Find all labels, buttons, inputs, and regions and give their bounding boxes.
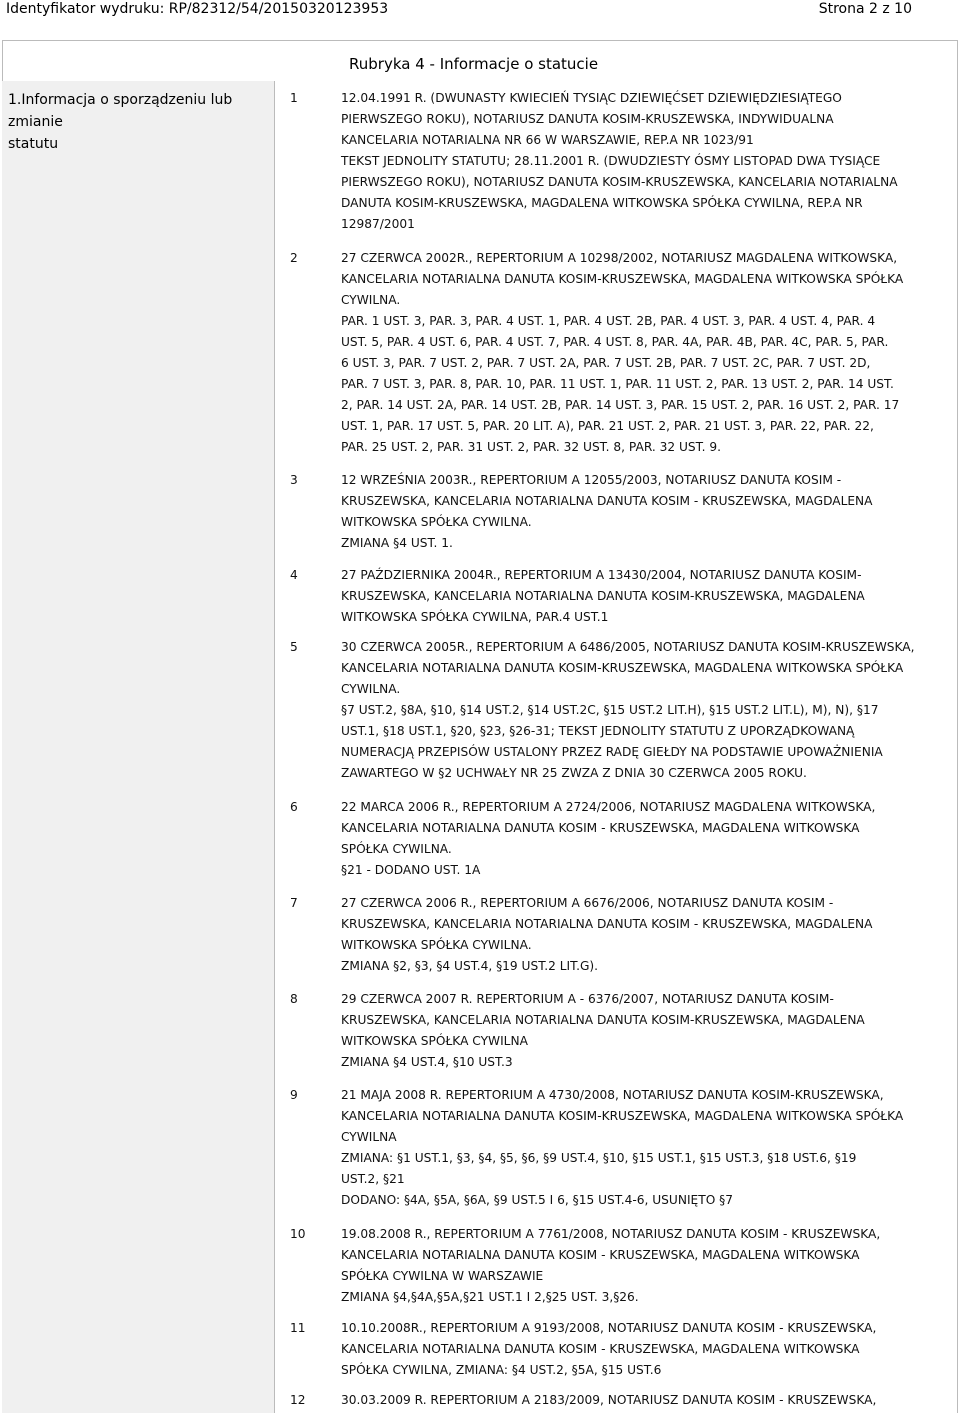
entry-number: 11 — [290, 1321, 306, 1335]
entry-number: 5 — [290, 640, 298, 654]
entry-text-line: 30.03.2009 R. REPERTORIUM A 2183/2009, NOTARIUSZ DANUTA KOSIM - KRUSZEWSKA, — [341, 1393, 877, 1407]
entry-text — [341, 1318, 951, 1381]
sidebar-label — [8, 89, 268, 155]
entry-text-line: 10.10.2008R., REPERTORIUM A 9193/2008, NOTARIUSZ DANUTA KOSIM - KRUSZEWSKA, — [341, 1321, 877, 1335]
entry-text — [341, 88, 951, 235]
entry-text-line: WITKOWSKA SPÓŁKA CYWILNA. — [341, 938, 532, 952]
entry-text-line: KANCELARIA NOTARIALNA NR 66 W WARSZAWIE, REP.A NR 1023/91 — [341, 133, 754, 147]
entry-text — [341, 989, 951, 1073]
print-identifier: Identyfikator wydruku: RP/82312/54/20150320123953 — [6, 1, 389, 17]
entry-number: 12 — [290, 1393, 306, 1407]
entry-text-line: WITKOWSKA SPÓŁKA CYWILNA — [341, 1034, 528, 1048]
sidebar-label-line: statutu — [8, 136, 59, 152]
entry-text-line: KRUSZEWSKA, KANCELARIA NOTARIALNA DANUTA KOSIM - KRUSZEWSKA, MAGDALENA — [341, 494, 873, 508]
entry-text-line: DODANO: §4A, §5A, §6A, §9 UST.5 I 6, §15 UST.4-6, USUNIĘTO §7 — [341, 1193, 734, 1207]
entry-text-line: PAR. 1 UST. 3, PAR. 3, PAR. 4 UST. 1, PAR. 4 UST. 2B, PAR. 4 UST. 3, PAR. 4 UST. 4, PAR. 4 — [341, 314, 876, 328]
entry-text-line: 29 CZERWCA 2007 R. REPERTORIUM A - 6376/2007, NOTARIUSZ DANUTA KOSIM- — [341, 992, 834, 1006]
entry-number: 8 — [290, 992, 298, 1006]
entry-text-line: PIERWSZEGO ROKU), NOTARIUSZ DANUTA KOSIM-KRUSZEWSKA, INDYWIDUALNA — [341, 112, 834, 126]
entry-text-line: §7 UST.2, §8A, §10, §14 UST.2, §14 UST.2C, §15 UST.2 LIT.H), §15 UST.2 LIT.L), M), N), §17 — [341, 703, 879, 717]
entry-number: 7 — [290, 896, 298, 910]
entry-text-line: §21 - DODANO UST. 1A — [341, 863, 481, 877]
entry-text-line: WITKOWSKA SPÓŁKA CYWILNA. — [341, 515, 532, 529]
entry-text — [341, 637, 951, 784]
entry-text-line: CYWILNA. — [341, 682, 401, 696]
entry-text — [341, 565, 951, 628]
entry-text-line: ZMIANA: §1 UST.1, §3, §4, §5, §6, §9 UST.4, §10, §15 UST.1, §15 UST.3, §18 UST.6, §19 — [341, 1151, 857, 1165]
entry-text-line: UST.2, §21 — [341, 1172, 405, 1186]
entry-text-line: UST.1, §18 UST.1, §20, §23, §26-31; TEKST JEDNOLITY STATUTU Z UPORZĄDKOWANĄ — [341, 724, 855, 738]
entry-text-line: NUMERACJĄ PRZEPISÓW USTALONY PRZEZ RADĘ GIEŁDY NA PODSTAWIE UPOWAŻNIENIA — [341, 745, 883, 759]
entry-text-line: KANCELARIA NOTARIALNA DANUTA KOSIM - KRUSZEWSKA, MAGDALENA WITKOWSKA — [341, 1248, 860, 1262]
entry-text-line: ZMIANA §4 UST.4, §10 UST.3 — [341, 1055, 513, 1069]
entry-text-line: PIERWSZEGO ROKU), NOTARIUSZ DANUTA KOSIM-KRUSZEWSKA, KANCELARIA NOTARIALNA — [341, 175, 898, 189]
entry-number: 1 — [290, 91, 298, 105]
entry-text-line: ZMIANA §2, §3, §4 UST.4, §19 UST.2 LIT.G). — [341, 959, 599, 973]
sidebar-label-cell — [2, 81, 275, 1413]
entry-text-line: SPÓŁKA CYWILNA, ZMIANA: §4 UST.2, §5A, §15 UST.6 — [341, 1363, 662, 1377]
entry-text-line: 27 CZERWCA 2002R., REPERTORIUM A 10298/2002, NOTARIUSZ MAGDALENA WITKOWSKA, — [341, 251, 898, 265]
entry-text-line: 22 MARCA 2006 R., REPERTORIUM A 2724/2006, NOTARIUSZ MAGDALENA WITKOWSKA, — [341, 800, 876, 814]
entry-text-line: 19.08.2008 R., REPERTORIUM A 7761/2008, NOTARIUSZ DANUTA KOSIM - KRUSZEWSKA, — [341, 1227, 881, 1241]
entry-text-line: KANCELARIA NOTARIALNA DANUTA KOSIM-KRUSZEWSKA, MAGDALENA WITKOWSKA SPÓŁKA — [341, 272, 904, 286]
entry-text-line: 30 CZERWCA 2005R., REPERTORIUM A 6486/2005, NOTARIUSZ DANUTA KOSIM-KRUSZEWSKA, — [341, 640, 915, 654]
entry-text — [341, 248, 951, 458]
entry-text-line: UST. 1, PAR. 17 UST. 5, PAR. 20 LIT. A), PAR. 21 UST. 2, PAR. 21 UST. 3, PAR. 22, PAR. 22, — [341, 419, 874, 433]
entry-text-line: 12.04.1991 R. (DWUNASTY KWIECIEŃ TYSIĄC DZIEWIĘĆSET DZIEWIĘDZIESIĄTEGO — [341, 91, 842, 105]
entry-number: 4 — [290, 568, 298, 582]
entry-text-line: 6 UST. 3, PAR. 7 UST. 2, PAR. 7 UST. 2A, PAR. 7 UST. 2B, PAR. 7 UST. 2C, PAR. 7 UST. 2D, — [341, 356, 871, 370]
entry-number: 6 — [290, 800, 298, 814]
entry-text — [341, 893, 951, 977]
entry-text-line: PAR. 25 UST. 2, PAR. 31 UST. 2, PAR. 32 UST. 8, PAR. 32 UST. 9. — [341, 440, 722, 454]
sidebar-label-line: 1.Informacja o sporządzeniu lub zmianie — [8, 92, 233, 130]
entry-text-line: KANCELARIA NOTARIALNA DANUTA KOSIM - KRUSZEWSKA, MAGDALENA WITKOWSKA — [341, 1342, 860, 1356]
entry-text — [341, 1224, 951, 1308]
entry-text-line: SPÓŁKA CYWILNA W WARSZAWIE — [341, 1269, 544, 1283]
entry-text-line: WITKOWSKA SPÓŁKA CYWILNA, PAR.4 UST.1 — [341, 610, 609, 624]
entry-text-line: 27 CZERWCA 2006 R., REPERTORIUM A 6676/2006, NOTARIUSZ DANUTA KOSIM - — [341, 896, 834, 910]
entry-text-line: 21 MAJA 2008 R. REPERTORIUM A 4730/2008, NOTARIUSZ DANUTA KOSIM-KRUSZEWSKA, — [341, 1088, 884, 1102]
entry-number: 10 — [290, 1227, 306, 1241]
entry-text-line: DANUTA KOSIM-KRUSZEWSKA, MAGDALENA WITKOWSKA SPÓŁKA CYWILNA, REP.A NR — [341, 196, 863, 210]
entry-text-line: KANCELARIA NOTARIALNA DANUTA KOSIM-KRUSZEWSKA, MAGDALENA WITKOWSKA SPÓŁKA — [341, 661, 904, 675]
entry-text-line: KRUSZEWSKA, KANCELARIA NOTARIALNA DANUTA KOSIM-KRUSZEWSKA, MAGDALENA — [341, 1013, 865, 1027]
entry-text-line: KRUSZEWSKA, KANCELARIA NOTARIALNA DANUTA KOSIM - KRUSZEWSKA, MAGDALENA — [341, 917, 873, 931]
entry-text-line: ZAWARTEGO W §2 UCHWAŁY NR 25 ZWZA Z DNIA 30 CZERWCA 2005 ROKU. — [341, 766, 807, 780]
print-header — [0, 0, 960, 40]
page-number: Strona 2 z 10 — [818, 1, 912, 17]
entry-number: 3 — [290, 473, 298, 487]
entry-number: 2 — [290, 251, 298, 265]
entry-text-line: TEKST JEDNOLITY STATUTU; 28.11.2001 R. (DWUDZIESTY ÓSMY LISTOPAD DWA TYSIĄCE — [341, 154, 881, 168]
entry-text-line: PAR. 7 UST. 3, PAR. 8, PAR. 10, PAR. 11 UST. 1, PAR. 11 UST. 2, PAR. 13 UST. 2, PAR. 14 UST. — [341, 377, 894, 391]
entry-number: 9 — [290, 1088, 298, 1102]
entry-text-line: SPÓŁKA CYWILNA. — [341, 842, 452, 856]
entry-text — [341, 1390, 951, 1411]
section-title: Rubryka 4 - Informacje o statucie — [349, 55, 599, 73]
entry-text-line: CYWILNA — [341, 1130, 397, 1144]
entry-text-line: UST. 5, PAR. 4 UST. 6, PAR. 4 UST. 7, PAR. 4 UST. 8, PAR. 4A, PAR. 4B, PAR. 4C, PAR. 5, PAR. — [341, 335, 889, 349]
entry-text-line: 12 WRZEŚNIA 2003R., REPERTORIUM A 12055/2003, NOTARIUSZ DANUTA KOSIM - — [341, 473, 842, 487]
entry-text-line: KANCELARIA NOTARIALNA DANUTA KOSIM - KRUSZEWSKA, MAGDALENA WITKOWSKA — [341, 821, 860, 835]
entry-text-line: 2, PAR. 14 UST. 2A, PAR. 14 UST. 2B, PAR. 14 UST. 3, PAR. 15 UST. 2, PAR. 16 UST. 2, PAR. 17 — [341, 398, 900, 412]
entry-text — [341, 470, 951, 554]
entry-text-line: KRUSZEWSKA, KANCELARIA NOTARIALNA DANUTA KOSIM-KRUSZEWSKA, MAGDALENA — [341, 589, 865, 603]
entry-text-line: ZMIANA §4,§4A,§5A,§21 UST.1 I 2,§25 UST. 3,§26. — [341, 1290, 639, 1304]
entry-text-line: KANCELARIA NOTARIALNA DANUTA KOSIM-KRUSZEWSKA, MAGDALENA WITKOWSKA SPÓŁKA — [341, 1109, 904, 1123]
entry-text-line: 12987/2001 — [341, 217, 415, 231]
entry-text-line: CYWILNA. — [341, 293, 401, 307]
entry-text — [341, 1085, 951, 1211]
entry-text — [341, 797, 951, 881]
entry-text-line: ZMIANA §4 UST. 1. — [341, 536, 453, 550]
entry-text-line: 27 PAŹDZIERNIKA 2004R., REPERTORIUM A 13430/2004, NOTARIUSZ DANUTA KOSIM- — [341, 568, 862, 582]
